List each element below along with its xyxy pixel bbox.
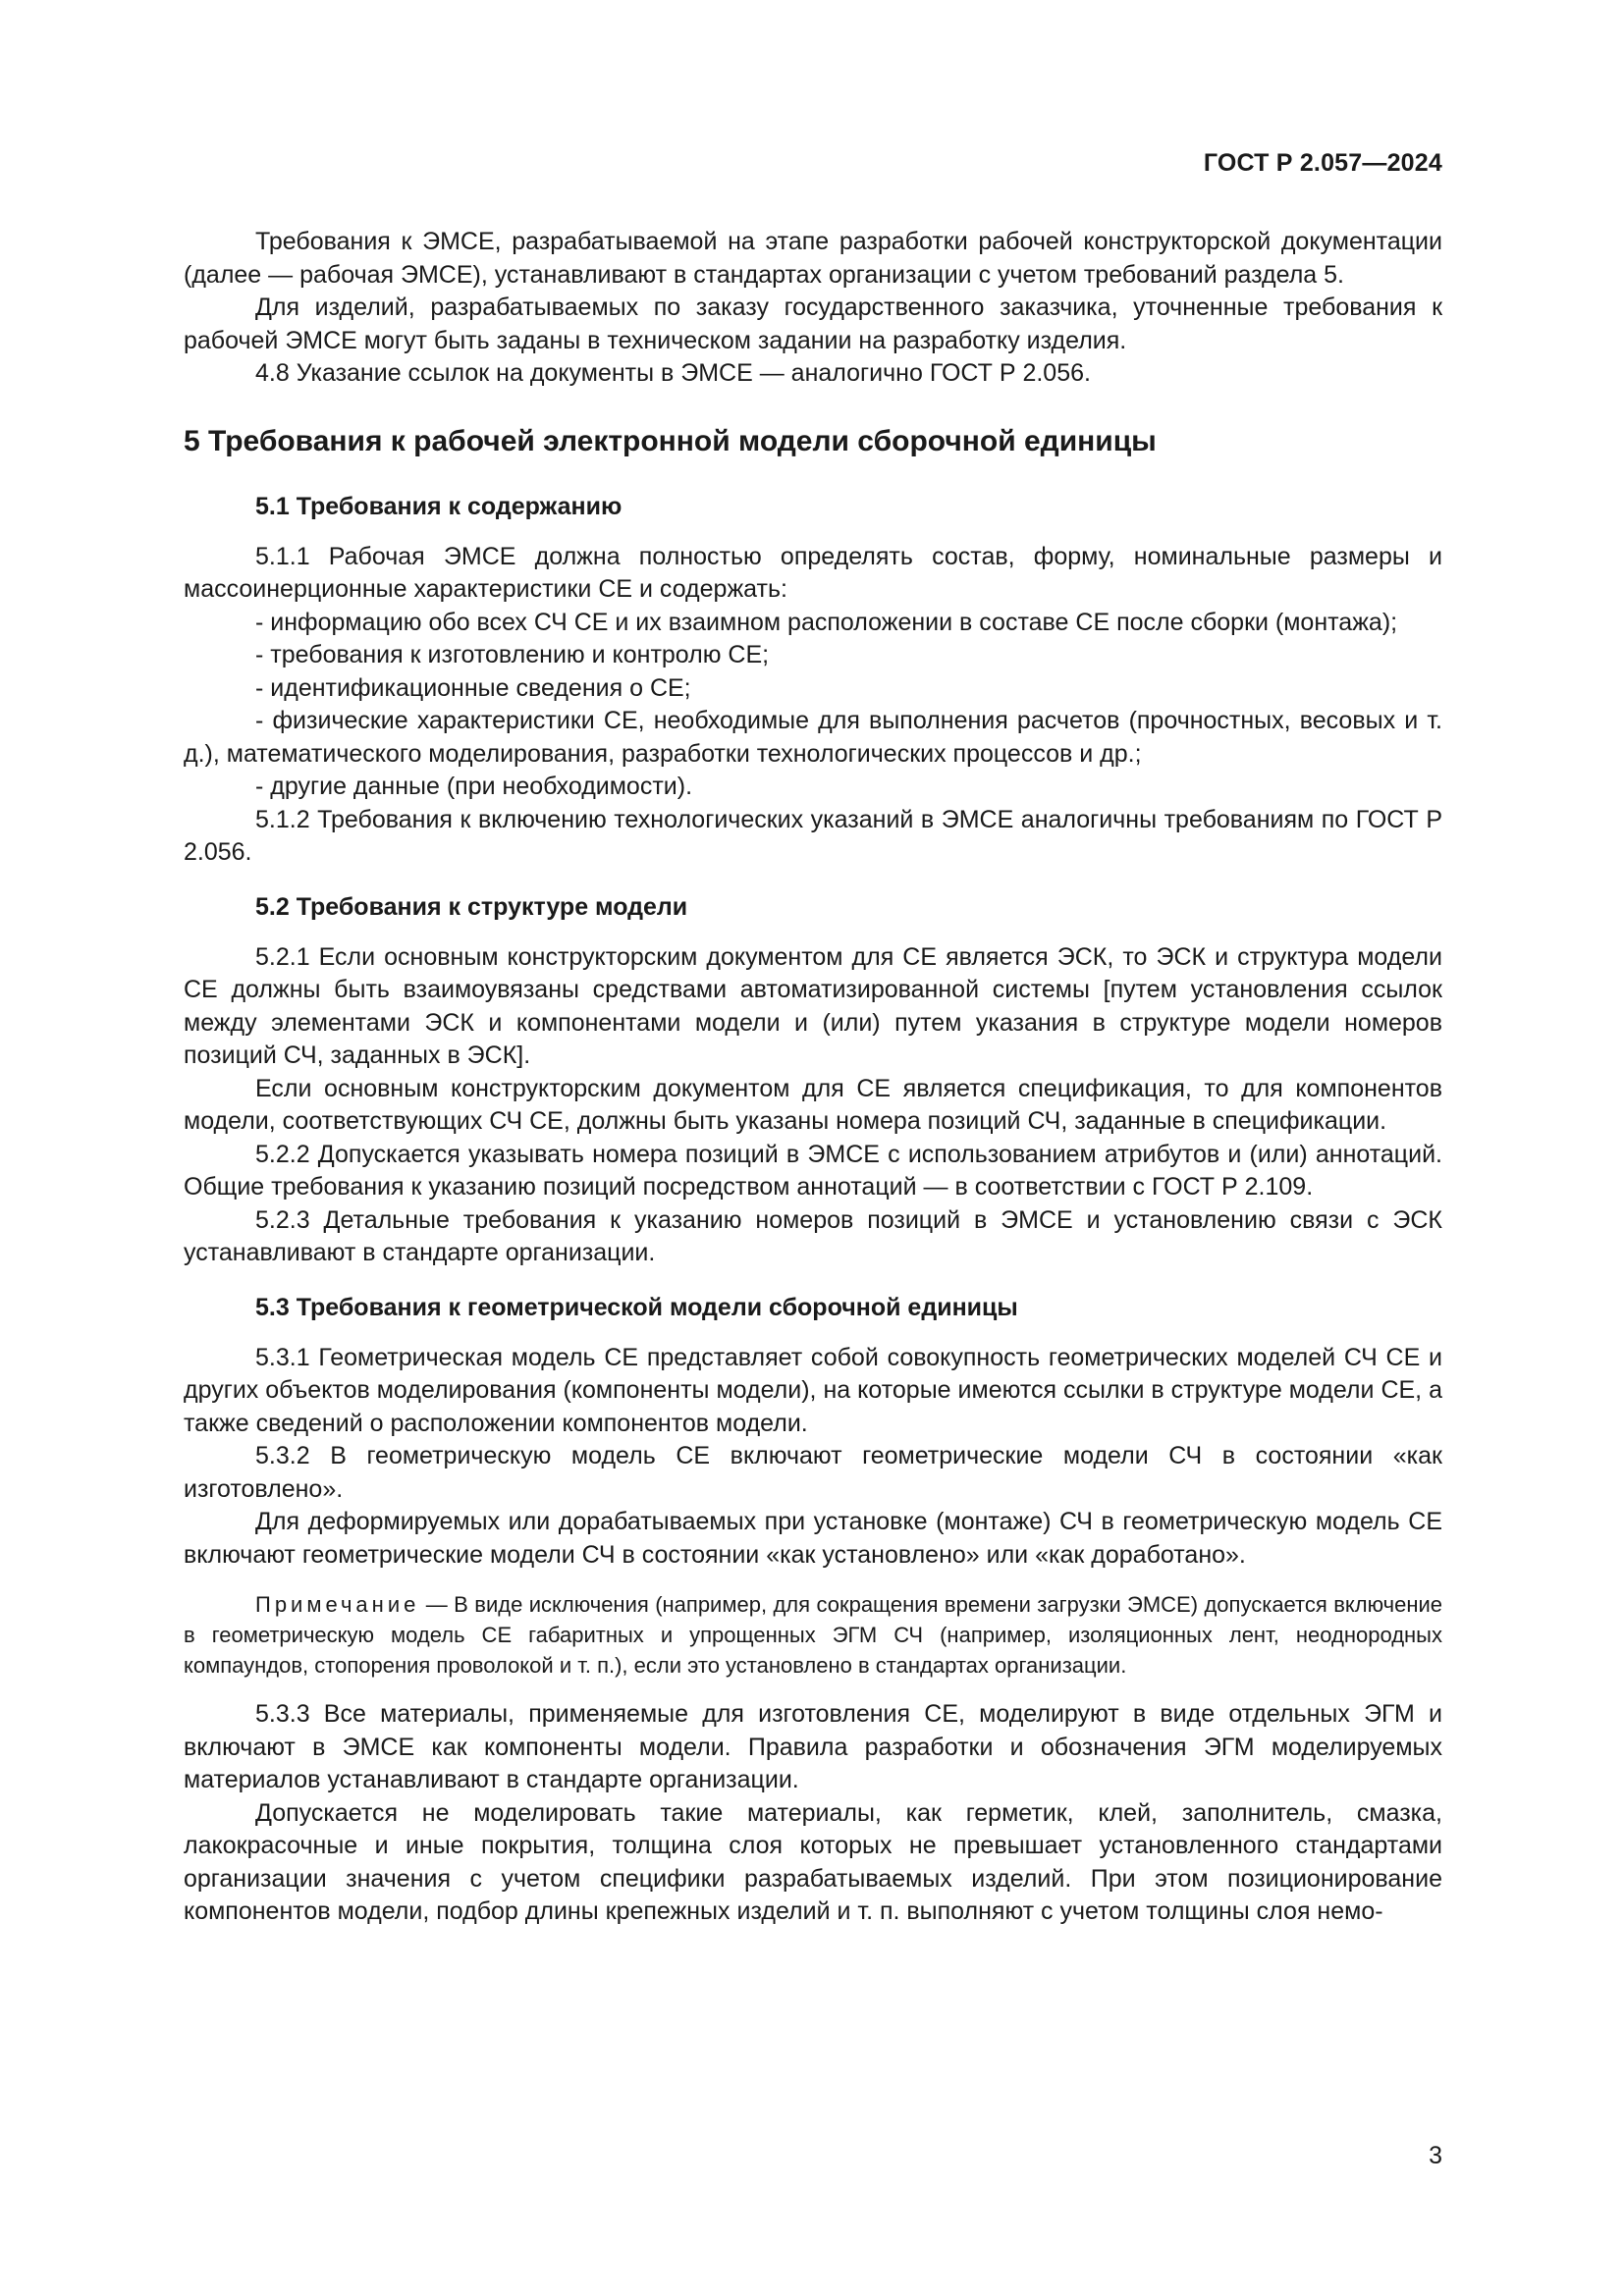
list-item: - требования к изготовлению и контролю СЕ; <box>255 641 770 668</box>
clause-5-3-3: 5.3.3 Все материалы, применяемые для изготовления СЕ, моделируют в виде отдельных ЭГМ и включают в ЭМСЕ как компоненты модели. Правила разработки и обозначения ЭГМ моделируемых материалов устанавливают в стандарте организации. <box>184 1700 1442 1793</box>
clause-5-2-1: 5.2.1 Если основным конструкторским документом для СЕ является ЭСК, то ЭСК и структура модели СЕ должны быть взаимоувязаны средствами автоматизированной системы [путем установления ссылок между элементами ЭСК и компонентами модели и (или) путем указания в структуре модели номеров позиций СЧ, заданных в ЭСК]. <box>184 942 1442 1069</box>
clause-5-2-3: 5.2.3 Детальные требования к указанию номеров позиций в ЭМСЕ и установлению связи с ЭСК устанавливают в стандарте организации. <box>184 1205 1442 1266</box>
clause-5-1-1: 5.1.1 Рабочая ЭМСЕ должна полностью определять состав, форму, номинальные размеры и массоинерционные характеристики СЕ и содержать: <box>184 542 1442 603</box>
clause-5-1-2: 5.1.2 Требования к включению технологических указаний в ЭМСЕ аналогичны требованиям по ГОСТ Р 2.056. <box>184 805 1442 866</box>
clause-5-3-3-continued: Допускается не моделировать такие материалы, как герметик, клей, заполнитель, смазка, лакокрасочные и иные покрытия, толщина слоя которых не превышает установленного стандартами организации значения с учетом специфики разрабатываемых изделий. При этом позиционирование компонентов модели, подбор длины крепежных изделий и т. п. выполняют с учетом толщины слоя немо- <box>184 1798 1442 1925</box>
subsection-5-2-title: 5.2 Требования к структуре модели <box>255 892 688 921</box>
page-number: 3 <box>1429 2142 1442 2169</box>
subsection-5-3-title: 5.3 Требования к геометрической модели сборочной единицы <box>255 1293 1018 1321</box>
clause-5-2-2: 5.2.2 Допускается указывать номера позиций в ЭМСЕ с использованием атрибутов и (или) аннотаций. Общие требования к указанию позиций посредством аннотаций — в соответствии с ГОСТ Р 2.109. <box>184 1140 1442 1201</box>
list-item: - другие данные (при необходимости). <box>255 773 693 800</box>
document-code-header: ГОСТ Р 2.057—2024 <box>1203 149 1442 177</box>
list-item: - информацию обо всех СЧ СЕ и их взаимном расположении в составе СЕ после сборки (монтажа); <box>255 608 1398 636</box>
clause-5-2-1-continued: Если основным конструкторским документом для СЕ является спецификация, то для компонентов модели, соответствующих СЧ СЕ, должны быть указаны номера позиций СЧ, заданные в спецификации. <box>184 1074 1442 1135</box>
clause-5-3-1: 5.3.1 Геометрическая модель СЕ представляет собой совокупность геометрических моделей СЧ СЕ и других объектов моделирования (компоненты модели), на которые имеются ссылки в структуре модели СЕ, а также сведений о расположении компонентов модели. <box>184 1343 1442 1437</box>
clause-4-8: 4.8 Указание ссылок на документы в ЭМСЕ — аналогично ГОСТ Р 2.056. <box>255 359 1091 387</box>
subsection-5-1-title: 5.1 Требования к содержанию <box>255 492 623 520</box>
intro-paragraph-2: Для изделий, разрабатываемых по заказу государственного заказчика, уточненные требования к рабочей ЭМСЕ могут быть заданы в техническом задании на разработку изделия. <box>184 294 1442 354</box>
document-page <box>184 0 1442 2296</box>
list-item: - идентификационные сведения о СЕ; <box>255 673 691 702</box>
list-item: - физические характеристики СЕ, необходимые для выполнения расчетов (прочностных, весовых и т. д.), математического моделирования, разработки технологических процессов и др.; <box>184 707 1442 768</box>
section-5-title: 5 Требования к рабочей электронной модели сборочной единицы <box>184 424 1157 457</box>
note <box>184 1589 1442 1681</box>
note-text: — В виде исключения (например, для сокращения времени загрузки ЭМСЕ) допускается включение в геометрическую модель СЕ габаритных и упрощенных ЭГМ СЧ (например, изоляционных лент, неоднородных компаундов, стопорения проволокой и т. п.), если это установлено в стандартах организации. <box>184 1592 1442 1678</box>
document-body <box>184 226 1442 1929</box>
note-label: Примечание <box>255 1592 420 1617</box>
clause-5-3-2: 5.3.2 В геометрическую модель СЕ включают геометрические модели СЧ в состоянии «как изготовлено». <box>184 1442 1442 1503</box>
clause-5-3-2-continued: Для деформируемых или дорабатываемых при установке (монтаже) СЧ в геометрическую модель СЕ включают геометрические модели СЧ в состоянии «как установлено» или «как доработано». <box>184 1508 1442 1569</box>
intro-paragraph-1: Требования к ЭМСЕ, разрабатываемой на этапе разработки рабочей конструкторской документации (далее — рабочая ЭМСЕ), устанавливают в стандартах организации с учетом требований раздела 5. <box>184 228 1442 289</box>
